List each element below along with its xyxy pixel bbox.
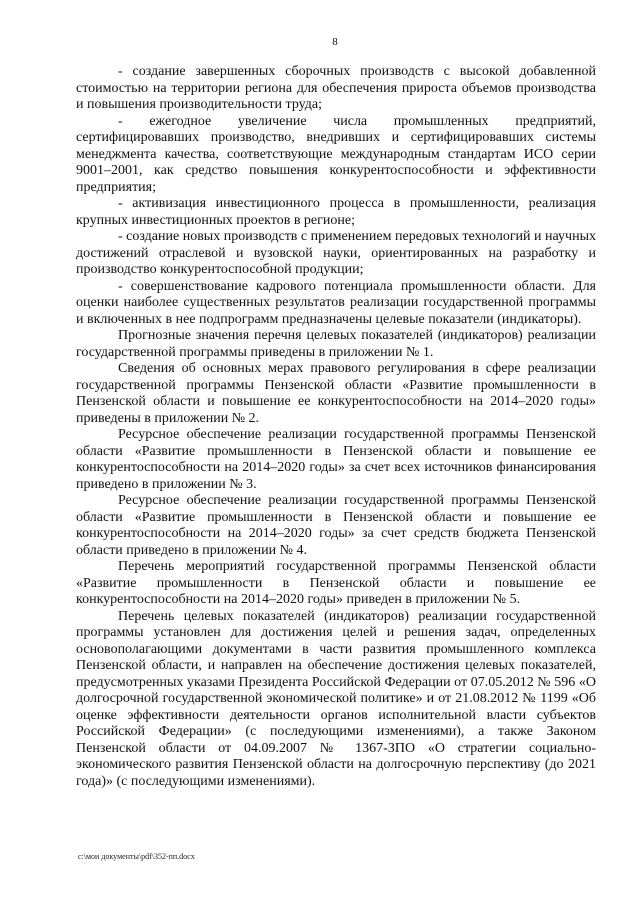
paragraph-appendix-4: Ресурсное обеспечение реализации государственной программы Пензенской области «Развитие промышленности в Пензенской области и повышение ее конкурентоспособности на 2014–2020 годы» за счет средств бюджета Пензенской области приведено в приложении № 4. xyxy=(76,493,596,558)
paragraph-appendix-1: Прогнозные значения перечня целевых показателей (индикаторов) реализации государственной программы приведены в приложении № 1. xyxy=(76,328,596,360)
paragraph-bullet-investment-process: - активизация инвестиционного процесса в промышленности, реализация крупных инвестиционных проектов в регионе; xyxy=(76,196,596,228)
footer-file-path: c:\мои документы\pdf\352-пп.docx xyxy=(78,852,195,861)
paragraph-appendix-2: Сведения об основных мерах правового регулирования в сфере реализации государственной программы Пензенской области «Развитие промышленности в Пензенской области и повышение ее конкурентоспособности на 2014–2020 годы» приведены в приложении № 2. xyxy=(76,361,596,426)
paragraph-bullet-assembly-production: - создание завершенных сборочных производств с высокой добавленной стоимостью на территории региона для обеспечения прироста объемов производства и повышения производительности труда; xyxy=(76,64,596,112)
document-body xyxy=(76,64,596,790)
page-number: 8 xyxy=(332,36,338,48)
paragraph-bullet-personnel-potential: - совершенствование кадрового потенциала промышленности области. Для оценки наиболее существенных результатов реализации государственной программы и включенных в нее подпрограмм предназначены целевые показатели (индикаторы). xyxy=(76,278,596,327)
paragraph-appendix-5: Перечень мероприятий государственной программы Пензенской области «Развитие промышленности в Пензенской области и повышение ее конкурентоспособности на 2014–2020 годы» приведен в приложении № 5. xyxy=(76,559,596,607)
paragraph-bullet-new-productions: - создание новых производств с применением передовых технологий и научных достижений отраслевой и вузовской науки, ориентированных на разработку и производство конкурентоспособной продукции; xyxy=(76,229,596,277)
paragraph-bullet-certified-enterprises: - ежегодное увеличение числа промышленных предприятий, сертифицировавших производство, внедривших и сертифицировавших системы менеджмента качества, соответствующие международным стандартам ИСО серии 9001–2001, как средство повышения конкурентоспособности и эффективности предприятия; xyxy=(76,113,596,195)
paragraph-target-indicators: Перечень целевых показателей (индикаторов) реализации государственной программы установлен для достижения целей и решения задач, определенных основополагающими документами в части развития промышленного комплекса Пензенской области, и направлен на обеспечение достижения целевых показателей, предусмотренных указами Президента Российской Федерации от 07.05.2012 № 596 «О долгосрочной государственной экономической политике» и от 21.08.2012 № 1199 «Об оценке эффективности деятельности органов исполнительной власти субъектов Российской Федерации» (с последующими изменениями), а также Законом Пензенской области от 04.09.2007 № 1367-ЗПО «О стратегии социально-экономического развития Пензенской области на долгосрочную перспективу (до 2021 года)» (с последующими изменениями). xyxy=(76,608,596,789)
paragraph-appendix-3: Ресурсное обеспечение реализации государственной программы Пензенской области «Развитие промышленности в Пензенской области и повышение ее конкурентоспособности на 2014–2020 годы» за счет всех источников финансирования приведено в приложении № 3. xyxy=(76,427,596,492)
